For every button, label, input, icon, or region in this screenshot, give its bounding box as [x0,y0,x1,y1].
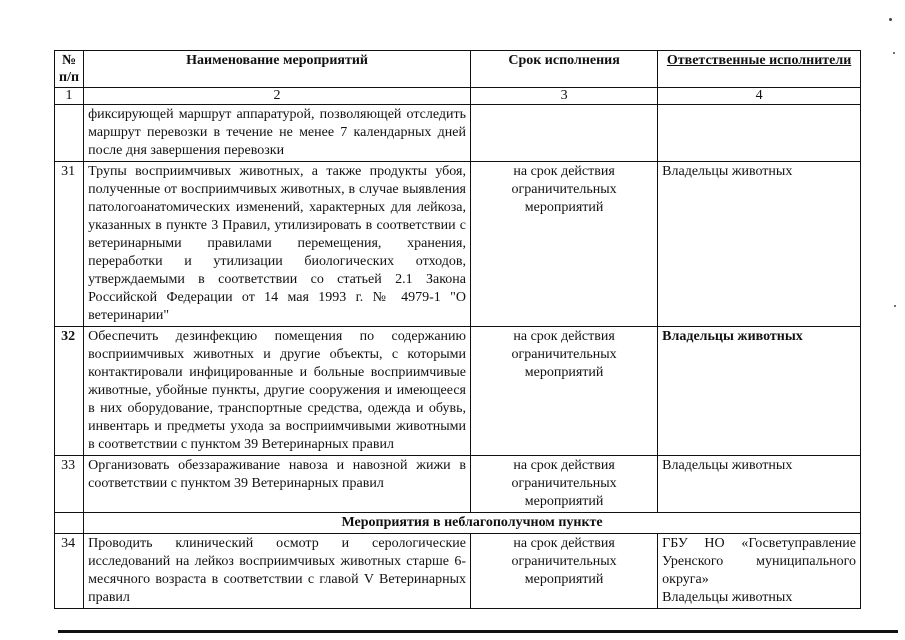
row-33-term: на срок действия ограничительных мероприятий [470,456,657,513]
col-number-4: 4 [658,88,861,105]
header-resp-text: Ответственные исполнители [666,53,852,68]
header-row [55,51,861,88]
section-empty-cell [55,513,84,534]
column-number-row [55,88,861,105]
row-cont-name: фиксирующей маршрут аппаратурой, позволяющей отследить маршрут перевозки в течение не менее 7 календарных дней после дня завершения перевозки [84,105,471,162]
row-34-name: Проводить клинический осмотр и серологические исследований на лейкоз восприимчивых животных старше 6-месячного возраста в соответствии с главой V Ветеринарных правил [84,534,471,609]
row-34-num: 34 [55,534,84,609]
scan-speck [894,305,896,307]
row-34-resp [658,534,861,609]
row-cont-term [470,105,657,162]
table-row [55,105,861,162]
header-term: Срок исполнения [470,51,657,88]
header-resp [658,51,861,88]
row-33-name: Организовать обеззараживание навоза и навозной жижи в соответствии с пунктом 39 Ветеринарных правил [84,456,471,513]
scan-speck [893,52,895,54]
row-34-resp-owner: Владельцы животных [662,590,793,605]
col-number-1: 1 [55,88,84,105]
scan-speck [889,18,892,21]
page-bottom-rule [58,630,898,633]
header-num: № п/п [55,51,84,88]
row-31-term: на срок действия ограничительных мероприятий [470,162,657,327]
section-row [55,513,861,534]
col-number-3: 3 [470,88,657,105]
table-row [55,327,861,456]
row-cont-resp [658,105,861,162]
col-number-2: 2 [84,88,471,105]
row-33-resp: Владельцы животных [658,456,861,513]
row-31-num: 31 [55,162,84,327]
row-32-term: на срок действия ограничительных мероприятий [470,327,657,456]
table-row [55,456,861,513]
header-name: Наименование мероприятий [84,51,471,88]
row-cont-num [55,105,84,162]
table-row [55,162,861,327]
row-33-num: 33 [55,456,84,513]
section-title: Мероприятия в неблагополучном пункте [84,513,861,534]
table-row [55,534,861,609]
row-32-name: Обеспечить дезинфекцию помещения по содержанию восприимчивых животных и другие объекты, с которыми контактировали инфицированные и больные восприимчивые животные, убойные пункты, другие сооружения и имеющееся в них оборудование, транспортные средства, одежда и обувь, инвентарь и предметы ухода за восприимчивыми животными в соответствии с пунктом 39 Ветеринарных правил [84,327,471,456]
row-31-resp: Владельцы животных [658,162,861,327]
measures-table [54,50,861,609]
row-32-resp: Владельцы животных [658,327,861,456]
row-31-name: Трупы восприимчивых животных, а также продукты убоя, полученные от восприимчивых животных, в случае выявления патологоанатомических изменений, характерных для лейкоза, указанных в пункте 3 Правил, утилизировать в соответствии с ветеринарными правилами перемещения, хранения, переработки и утилизации биологических отходов, утверждаемыми в соответствии со статьей 2.1 Закона Российской Федерации от 14 мая 1993 г. № 4979-1 "О ветеринарии" [84,162,471,327]
row-34-term: на срок действия ограничительных мероприятий [470,534,657,609]
row-34-resp-org: ГБУ НО «Госветуправление Уренского муниципального округа» [662,536,856,587]
row-32-num: 32 [55,327,84,456]
